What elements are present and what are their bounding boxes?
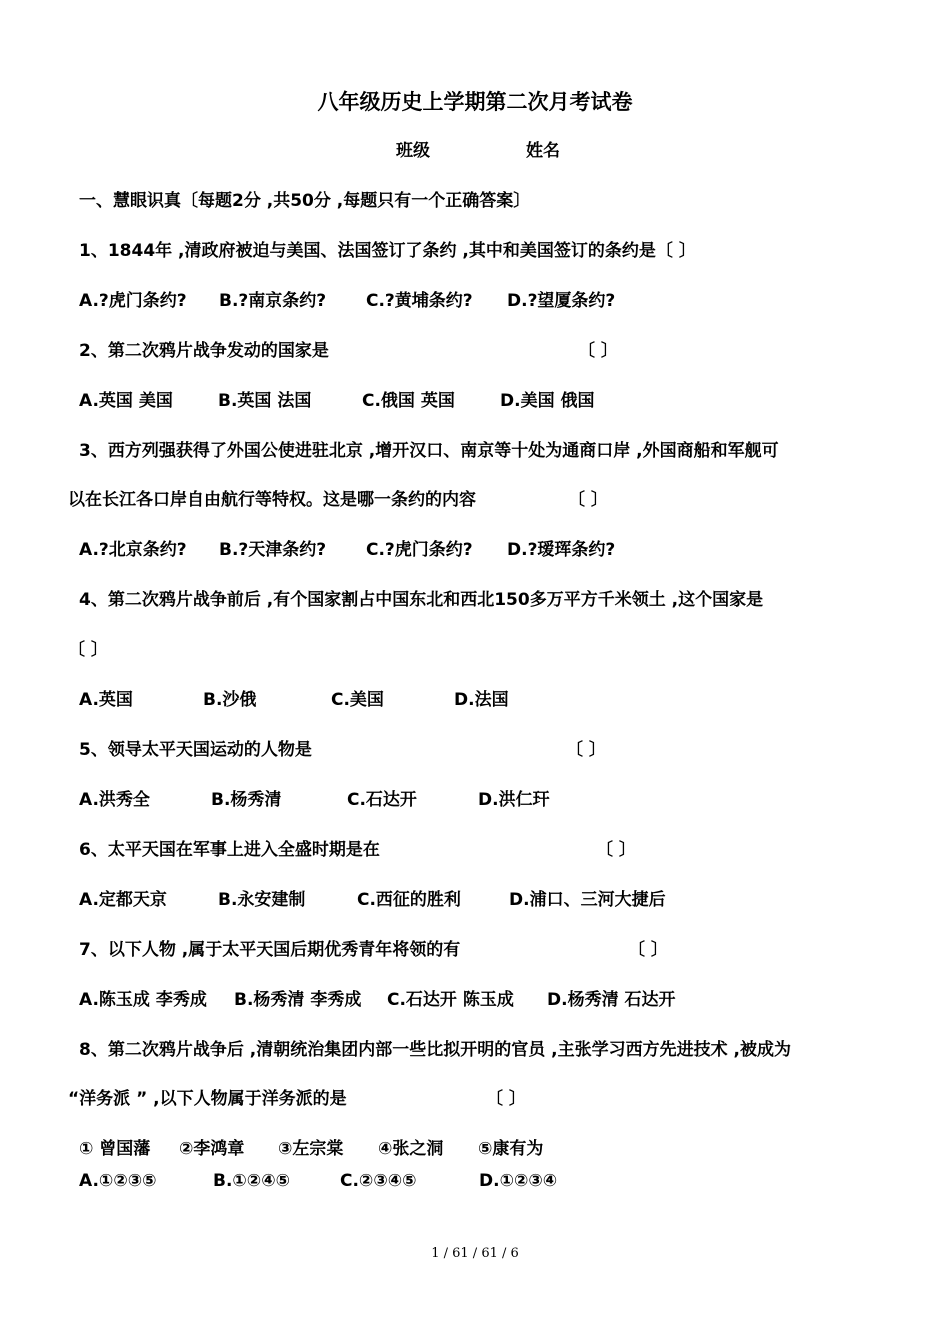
q8-answer-bracket: 〔 〕	[486, 1089, 526, 1109]
q8-option-c: C.②③④⑤	[340, 1171, 417, 1191]
question-1: 1、1844年 ,清政府被迫与美国、法国签订了条约 ,其中和美国签订的条约是〔 〕	[79, 241, 696, 261]
q7-option-b: B.杨秀清 李秀成	[234, 990, 362, 1010]
q1-option-a: A.?虎门条约?	[79, 291, 187, 311]
q7-option-c: C.石达开 陈玉成	[387, 990, 514, 1010]
q3-option-c: C.?虎门条约?	[366, 540, 473, 560]
q3-option-b: B.?天津条约?	[219, 540, 327, 560]
question-2: 2、第二次鸦片战争发动的国家是	[79, 341, 329, 361]
q6-option-b: B.永安建制	[218, 890, 306, 910]
q6-option-d: D.浦口、三河大捷后	[509, 890, 666, 910]
q4-option-d: D.法国	[454, 690, 509, 710]
q5-option-c: C.石达开	[347, 790, 417, 810]
section-heading: 一、慧眼识真〔每题2分 ,共50分 ,每题只有一个正确答案〕	[79, 191, 531, 211]
q2-option-d: D.美国 俄国	[500, 391, 595, 411]
q2-option-c: C.俄国 英国	[362, 391, 455, 411]
q5-option-d: D.洪仁玕	[478, 790, 550, 810]
q8-item-1: ① 曾国藩	[79, 1139, 151, 1159]
question-7: 7、以下人物 ,属于太平天国后期优秀青年将领的有	[79, 940, 461, 960]
question-6: 6、太平天国在军事上进入全盛时期是在	[79, 840, 380, 860]
q2-option-b: B.英国 法国	[218, 391, 312, 411]
question-8-cont: “洋务派 ” ,以下人物属于洋务派的是	[68, 1089, 347, 1109]
page-number-footer: 1 / 61 / 61 / 6	[431, 1246, 519, 1261]
q3-option-a: A.?北京条约?	[79, 540, 187, 560]
question-3: 3、西方列强获得了外国公使进驻北京 ,增开汉口、南京等十处为通商口岸 ,外国商船和军舰可	[79, 441, 779, 461]
q7-answer-bracket: 〔 〕	[628, 940, 668, 960]
q8-option-b: B.①②④⑤	[213, 1171, 290, 1191]
q8-item-4: ④张之洞	[378, 1139, 444, 1159]
q7-option-a: A.陈玉成 李秀成	[79, 990, 207, 1010]
q5-option-a: A.洪秀全	[79, 790, 150, 810]
q5-answer-bracket: 〔 〕	[566, 740, 606, 760]
q8-item-5: ⑤康有为	[478, 1139, 544, 1159]
q7-option-d: D.杨秀清 石达开	[547, 990, 676, 1010]
q3-option-d: D.?瑷珲条约?	[507, 540, 616, 560]
q1-option-c: C.?黄埔条约?	[366, 291, 473, 311]
name-label: 姓名	[526, 141, 560, 161]
q6-option-a: A.定都天京	[79, 890, 167, 910]
q4-option-a: A.英国	[79, 690, 133, 710]
question-5: 5、领导太平天国运动的人物是	[79, 740, 312, 760]
question-8: 8、第二次鸦片战争后 ,清朝统治集团内部一些比拟开明的官员 ,主张学习西方先进技术 ,被成为	[79, 1040, 791, 1060]
q8-option-d: D.①②③④	[479, 1171, 558, 1191]
q2-option-a: A.英国 美国	[79, 391, 173, 411]
q8-item-3: ③左宗棠	[278, 1139, 344, 1159]
question-3-cont: 以在长江各口岸自由航行等特权。这是哪一条约的内容	[68, 490, 476, 510]
q2-answer-bracket: 〔 〕	[578, 341, 618, 361]
question-4: 4、第二次鸦片战争前后 ,有个国家割占中国东北和西北150多万平方千米领土 ,这个国家是	[79, 590, 764, 610]
q8-item-2: ②李鸿章	[179, 1139, 245, 1159]
q6-option-c: C.西征的胜利	[357, 890, 461, 910]
q4-option-b: B.沙俄	[203, 690, 257, 710]
q3-answer-bracket: 〔 〕	[568, 490, 608, 510]
class-label: 班级	[396, 141, 430, 161]
q6-answer-bracket: 〔 〕	[596, 840, 636, 860]
page-title: 八年级历史上学期第二次月考试卷	[317, 90, 633, 114]
q1-option-d: D.?望厦条约?	[507, 291, 616, 311]
q1-option-b: B.?南京条约?	[219, 291, 327, 311]
q4-option-c: C.美国	[331, 690, 384, 710]
q8-option-a: A.①②③⑤	[79, 1171, 157, 1191]
q5-option-b: B.杨秀清	[211, 790, 282, 810]
q4-answer-bracket: 〔 〕	[68, 640, 108, 660]
